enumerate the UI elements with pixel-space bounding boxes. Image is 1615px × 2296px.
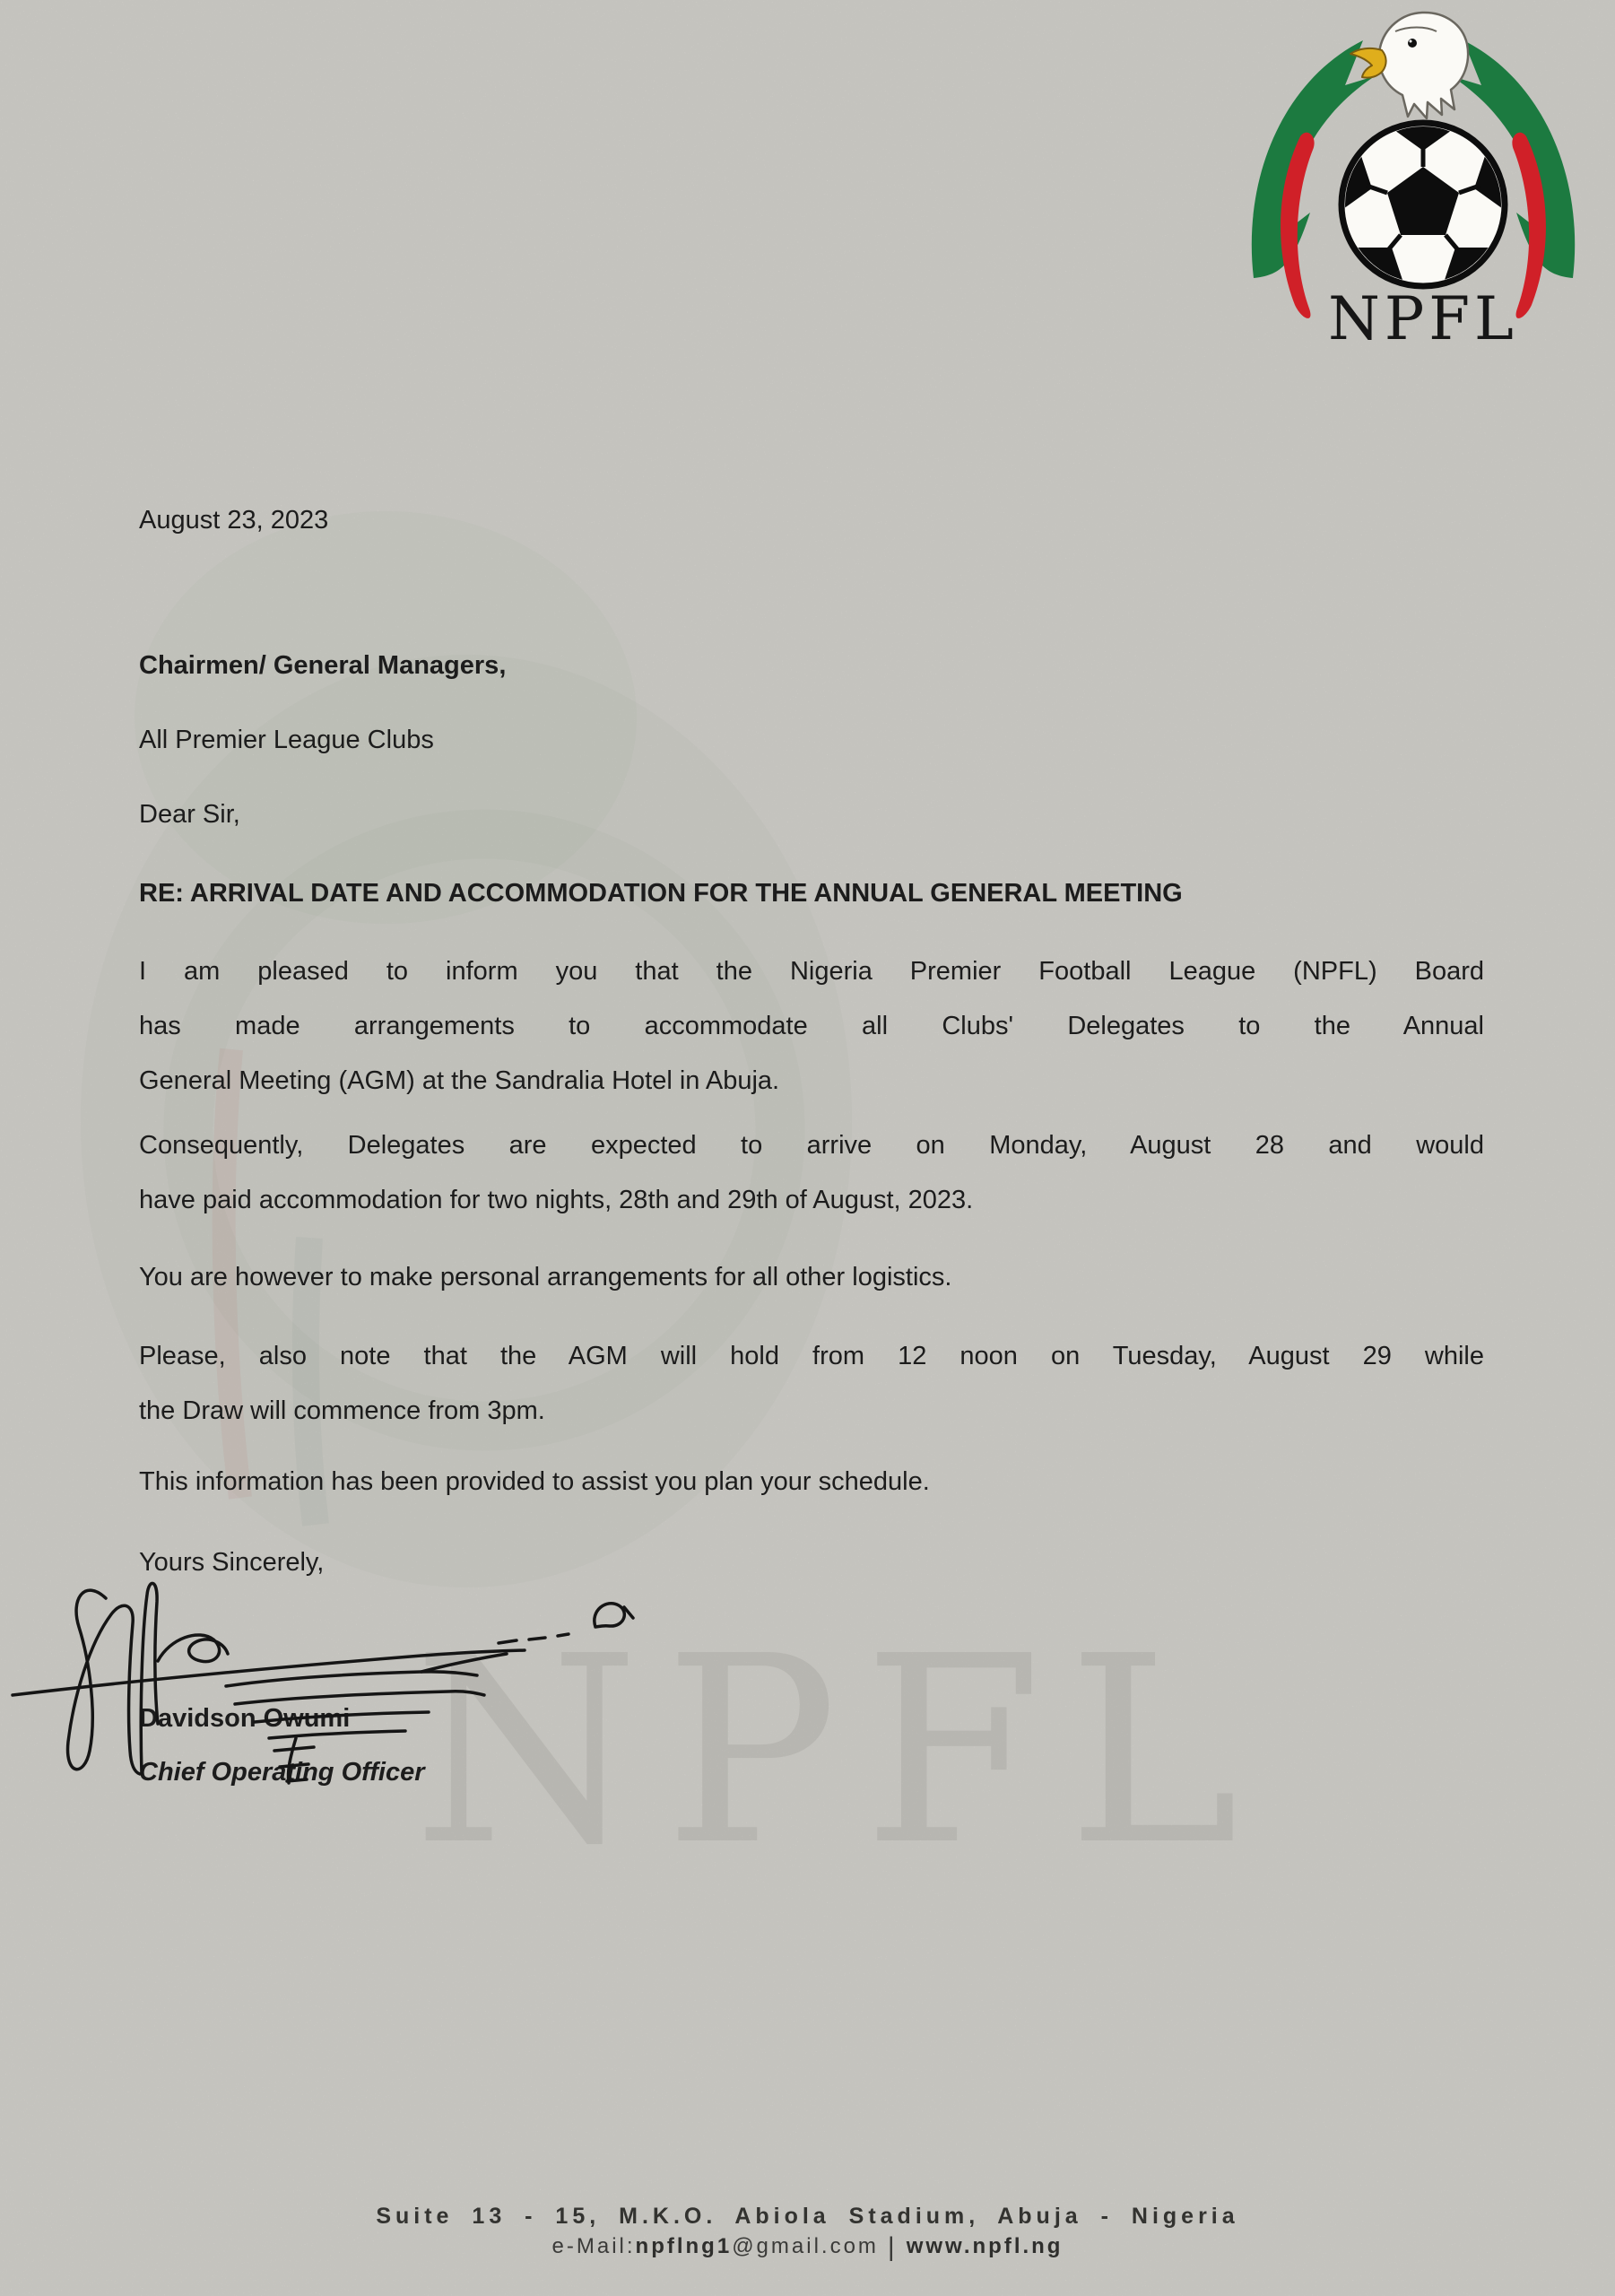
- signatory-name: Davidson Owumi: [139, 1704, 351, 1733]
- footer-email-user: npflng1: [635, 2234, 733, 2258]
- date-line: August 23, 2023: [139, 506, 329, 535]
- footer-email-domain: @gmail.com: [732, 2234, 879, 2258]
- closing: Yours Sincerely,: [139, 1548, 325, 1577]
- paragraph-line: I am pleased to inform you that the Nigeria Premier Football League (NPFL) Board: [139, 957, 1484, 986]
- footer-contact: [0, 2231, 1615, 2262]
- body-paragraph-2: [139, 1118, 1484, 1228]
- paragraph-line: You are however to make personal arrangements for all other logistics.: [139, 1263, 952, 1292]
- footer-email-label: e-Mail:: [551, 2234, 636, 2258]
- paragraph-line: the Draw will commence from 3pm.: [139, 1396, 545, 1425]
- subject-line: RE: ARRIVAL DATE AND ACCOMMODATION FOR THE ANNUAL GENERAL MEETING: [139, 879, 1183, 908]
- paragraph-line: Please, also note that the AGM will hold from 12 noon on Tuesday, August 29 while: [139, 1342, 1484, 1370]
- footer-website: www.npfl.ng: [906, 2234, 1064, 2258]
- salutation: Dear Sir,: [139, 800, 240, 829]
- paragraph-line: This information has been provided to assist you plan your schedule.: [139, 1467, 930, 1496]
- paragraph-line: General Meeting (AGM) at the Sandralia Hotel in Abuja.: [139, 1066, 780, 1095]
- recipient-org: All Premier League Clubs: [139, 726, 434, 754]
- recipient-role: Chairmen/ General Managers,: [139, 651, 507, 680]
- body-paragraph-3: [139, 1250, 1484, 1305]
- footer-address: Suite 13 - 15, M.K.O. Abiola Stadium, Abuja - Nigeria: [376, 2204, 1239, 2229]
- body-paragraph-5: [139, 1455, 1484, 1509]
- paragraph-line: has made arrangements to accommodate all Clubs' Delegates to the Annual: [139, 1012, 1484, 1040]
- logo-wordmark: NPFL: [1328, 284, 1518, 353]
- eagle-head-icon: [1350, 13, 1468, 118]
- signatory-title: Chief Operating Officer: [139, 1758, 425, 1787]
- paragraph-line: Consequently, Delegates are expected to arrive on Monday, August 28 and would: [139, 1131, 1484, 1160]
- body-paragraph-1: [139, 944, 1484, 1109]
- npfl-text-watermark: NPFL: [412, 1601, 1264, 1901]
- npfl-letterhead-logo: [1236, 5, 1591, 355]
- paragraph-line: have paid accommodation for two nights, 28th and 29th of August, 2023.: [139, 1186, 974, 1214]
- footer-separator: |: [887, 2232, 898, 2262]
- body-paragraph-4: [139, 1329, 1484, 1439]
- signature-scribble: [0, 1571, 664, 1796]
- footer: [0, 2202, 1615, 2262]
